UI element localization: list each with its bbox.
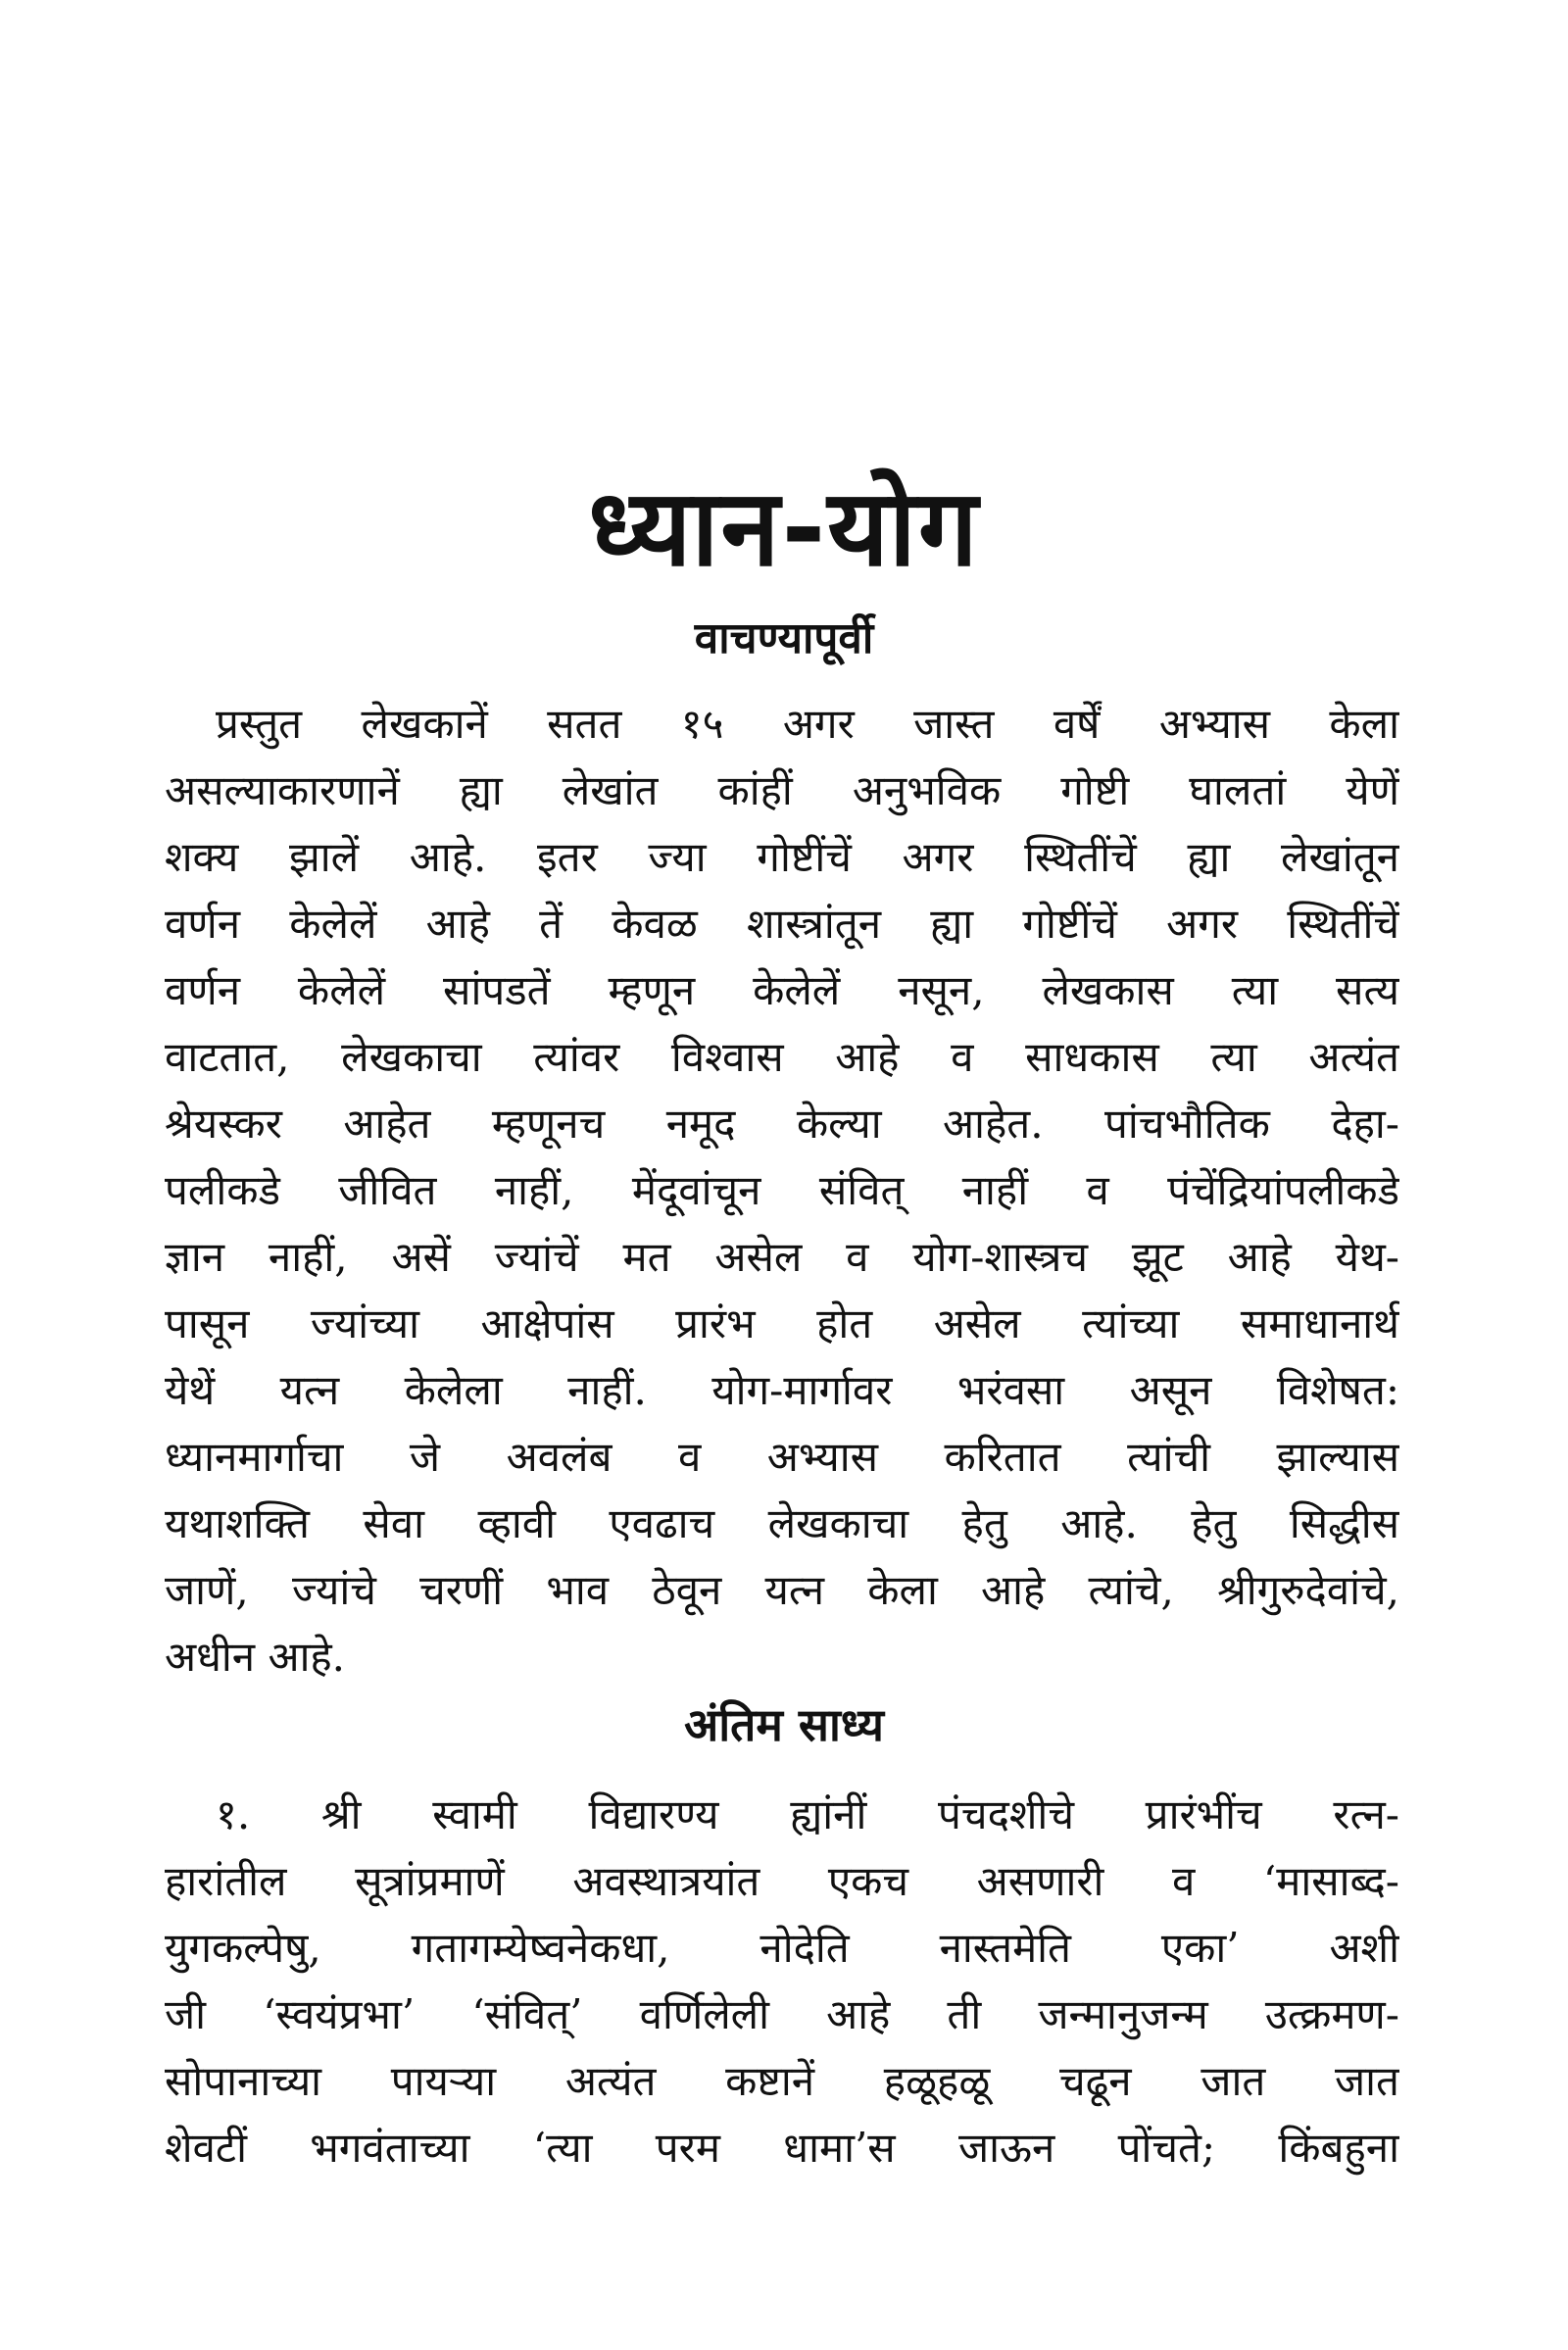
text-line: वर्णन केलेलें आहे तें केवळ शास्त्रांतून ह्या गोष्टींचें अगर स्थितींचें <box>165 900 1399 948</box>
page-title: ध्यान-योग <box>588 467 980 590</box>
section-heading: अंतिम साध्य <box>684 1698 884 1751</box>
text-line: जी ‘स्वयंप्रभा’ ‘संवित्’ वर्णिलेली आहे ती जन्मानुजन्म उत्क्रमण- <box>165 1990 1399 2038</box>
text-line: युगकल्पेषु, गतागम्येष्वनेकधा, नोदेति नास्तमेति एका’ अशी <box>165 1924 1399 1972</box>
text-line: ज्ञान नाहीं, असें ज्यांचें मत असेल व योग-शास्त्रच झूट आहे येथ- <box>165 1233 1399 1281</box>
text-line: ध्यानमार्गाचा जे अवलंब व अभ्यास करितात त्यांची झाल्यास <box>165 1433 1399 1481</box>
text-line: यथाशक्ति सेवा व्हावी एवढाच लेखकाचा हेतु आहे. हेतु सिद्धीस <box>165 1499 1399 1547</box>
text-line: १. श्री स्वामी विद्यारण्य ह्यांनीं पंचदशीचे प्रारंभींच रत्न- <box>216 1790 1399 1838</box>
text-line: प्रस्तुत लेखकानें सतत १५ अगर जास्त वर्षें अभ्यास केला <box>216 700 1399 748</box>
text-line: येथें यत्न केलेला नाहीं. योग-मार्गावर भरंवसा असून विशेषत: <box>165 1366 1399 1414</box>
preface-heading: वाचण्यापूर्वी <box>694 613 874 663</box>
text-line: सोपानाच्या पायऱ्या अत्यंत कष्टानें हळूहळू चढून जात जात <box>165 2057 1399 2105</box>
text-line: पलीकडे जीवित नाहीं, मेंदूवांचून संवित् नाहीं व पंचेंद्रियांपलीकडे <box>165 1166 1399 1214</box>
text-line: जाणें, ज्यांचे चरणीं भाव ठेवून यत्न केला आहे त्यांचे, श्रीगुरुदेवांचे, <box>165 1566 1399 1614</box>
preface-paragraph <box>165 691 1399 1690</box>
text-line: अधीन आहे. <box>165 1633 346 1681</box>
text-line: शक्य झालें आहे. इतर ज्या गोष्टींचें अगर स्थितींचें ह्या लेखांतून <box>165 833 1399 881</box>
section-paragraph <box>165 1782 1399 2181</box>
text-line: वर्णन केलेलें सांपडतें म्हणून केलेलें नसून, लेखकास त्या सत्य <box>165 966 1399 1014</box>
text-line: हारांतील सूत्रांप्रमाणें अवस्थात्रयांत एकच असणारी व ‘मासाब्द- <box>165 1857 1399 1905</box>
text-line: श्रेयस्कर आहेत म्हणूनच नमूद केल्या आहेत. पांचभौतिक देहा- <box>165 1100 1399 1148</box>
text-line: पासून ज्यांच्या आक्षेपांस प्रारंभ होत असेल त्यांच्या समाधानार्थ <box>165 1299 1399 1347</box>
text-line: असल्याकारणानें ह्या लेखांत कांहीं अनुभविक गोष्टी घालतां येणें <box>165 766 1399 814</box>
text-line: वाटतात, लेखकाचा त्यांवर विश्वास आहे व साधकास त्या अत्यंत <box>165 1033 1399 1081</box>
text-line: शेवटीं भगवंताच्या ‘त्या परम धामा’स जाऊन पोंचते; किंबहुना <box>165 2124 1399 2172</box>
